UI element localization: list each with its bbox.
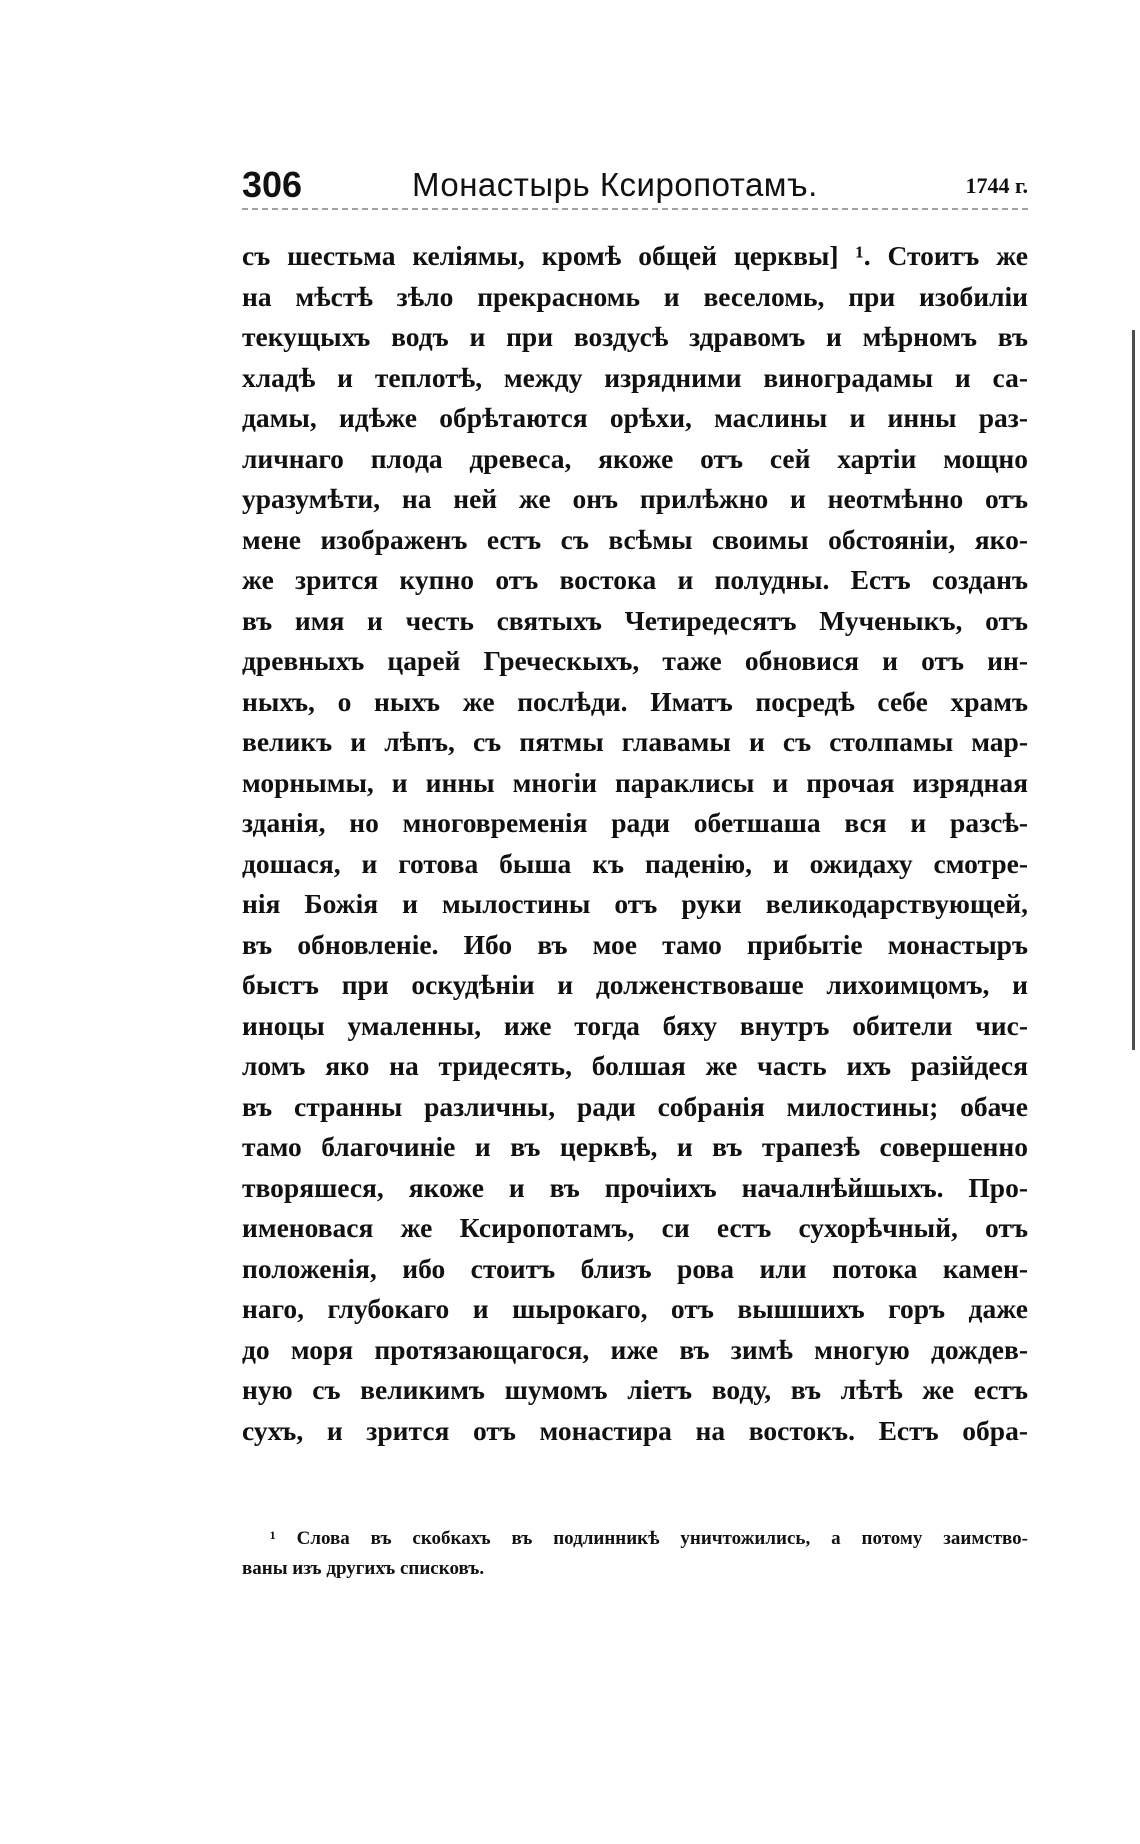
text-line: мене изображенъ естъ съ всѣмы своимы обстояніи, яко- [242,523,1028,555]
text-line: личнаго плода древеса, якоже отъ сей хартіи мощно [242,442,1028,474]
year-label: 1744 г. [965,173,1028,198]
text-line: великъ и лѣпъ, съ пятмы главамы и съ столпамы мар- [242,726,1028,757]
text-line: именовася же Ксиропотамъ, си естъ сухорѣчный, отъ [242,1212,1028,1243]
text-line: древныхъ царей Греческыхъ, таже обновися и отъ ин- [242,645,1028,676]
footnote-line: ¹ Слова въ скобкахъ въ подлинникѣ уничтожились, а потому заимство- [270,1528,1028,1549]
text-line: же зрится купно отъ востока и полудны. Естъ созданъ [242,564,1028,595]
text-line: быстъ при оскудѣніи и долженствоваше лихоимцомъ, и [242,969,1028,1000]
text-line: сухъ, и зрится отъ монастира на востокъ. Естъ обра- [242,1414,1028,1446]
text-line: уразумѣти, на ней же онъ прилѣжно и неотмѣнно отъ [242,483,1028,514]
running-title: Монастырь Ксиропотамъ. [412,166,818,203]
header-rule [242,208,1028,210]
text-line: наго, глубокаго и шырокаго, отъ вышшихъ горъ даже [242,1293,1028,1324]
text-line: до моря протязающагося, иже въ зимѣ многую дождев- [242,1333,1028,1365]
text-line: положенія, ибо стоитъ близъ рова или потока камен- [242,1252,1028,1284]
page-header [242,160,1028,210]
page-number: 306 [242,164,303,205]
text-line: въ странны различны, ради собранія милостины; обаче [242,1090,1028,1122]
text-line: ныхъ, о ныхъ же послѣди. Иматъ посредѣ себе храмъ [242,685,1028,717]
text-line: ную съ великимъ шумомъ ліетъ воду, въ лѣтѣ же естъ [242,1374,1028,1405]
text-line: въ обновленіе. Ибо въ мое тамо прибытіе монастыръ [242,928,1028,960]
text-line: въ имя и честь святыхъ Четиредесятъ Мученыкъ, отъ [242,604,1028,636]
text-line: съ шестьма келіямы, кромѣ общей церквы] ¹. Стоитъ же [242,240,1028,271]
text-line: на мѣстѣ зѣло прекрасномь и веселомь, при изобиліи [242,280,1028,312]
text-line: текущыхъ водъ и при воздусѣ здравомъ и мѣрномъ въ [242,321,1028,352]
text-line: нія Божія и мылостины отъ руки великодарствующей, [242,888,1028,919]
text-line: хладѣ и теплотѣ, между изрядними виноградамы и са- [242,361,1028,393]
text-line: дамы, идѣже обрѣтаются орѣхи, маслины и инны раз- [242,402,1028,433]
text-line: ломъ яко на тридесять, болшая же часть ихъ разійдеся [242,1050,1028,1081]
text-line: творяшеся, якоже и въ прочіихъ началнѣйшыхъ. Про- [242,1171,1028,1203]
body-text [242,236,1028,1451]
footnote-line: ваны изъ другихъ списковъ. [242,1558,485,1579]
footnote [242,1524,1028,1584]
text-line: тамо благочиніе и въ церквѣ, и въ трапезѣ совершенно [242,1131,1028,1162]
text-line: морнымы, и инны многіи параклисы и прочая изрядная [242,766,1028,798]
text-line: иноцы умаленны, иже тогда бяху внутръ обители чис- [242,1009,1028,1041]
text-line: дошася, и готова быша къ паденію, и ожидаху смотре- [242,847,1028,879]
text-line: зданія, но многовременія ради обетшаша вся и разсѣ- [242,807,1028,838]
page-edge-shadow [1132,330,1135,1050]
